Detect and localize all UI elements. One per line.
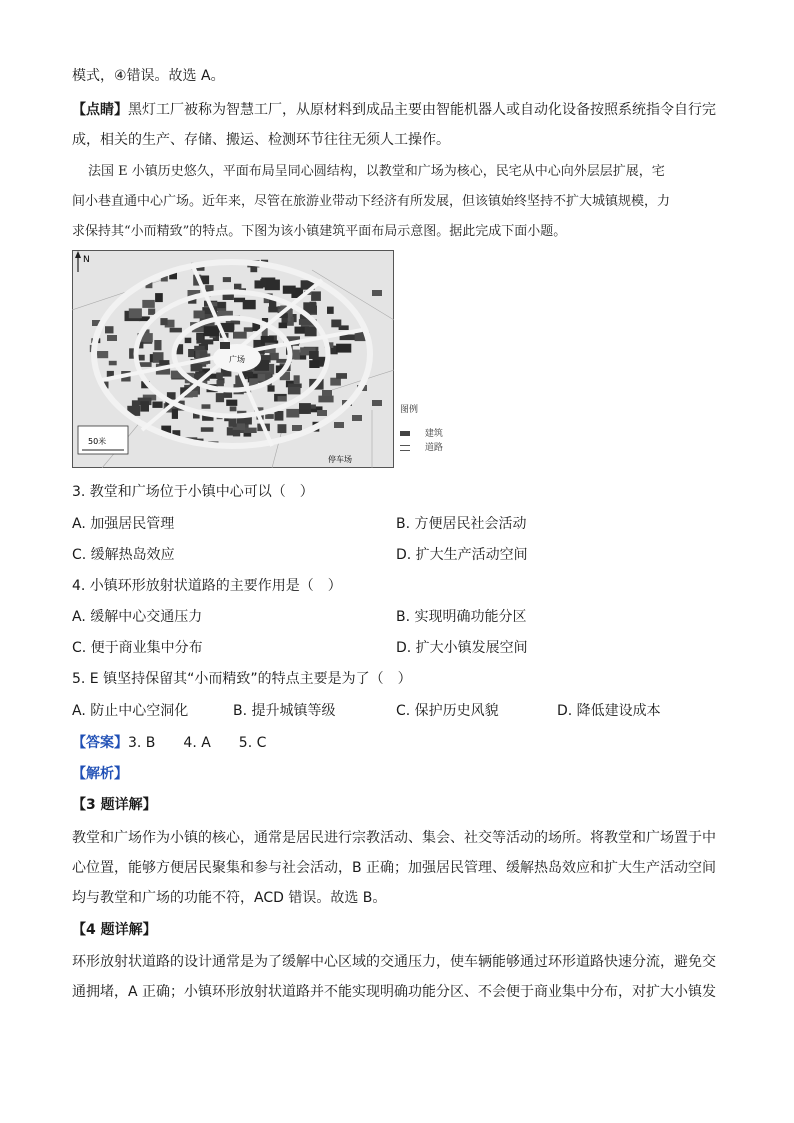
legend-road-label: 道路 bbox=[424, 443, 443, 453]
map-building bbox=[226, 400, 237, 406]
map-building bbox=[265, 414, 274, 419]
q3-detail-tag: 【3 题详解】 bbox=[72, 797, 157, 813]
map-building bbox=[105, 326, 114, 333]
map-parking-label: 停车场 bbox=[328, 455, 352, 464]
material-line-3: 求保持其“小而精致”的特点。下图为该小镇建筑平面布局示意图。据此完成下面小题。 bbox=[72, 224, 567, 239]
map-building bbox=[170, 328, 182, 333]
dianjing-line-1 bbox=[72, 100, 716, 120]
dianjing-text: 黑灯工厂被称为智慧工厂，从原材料到成品主要由智能机器人或自动化设备按照系统指令自行完 bbox=[128, 102, 716, 118]
map-building bbox=[372, 400, 382, 406]
map-building bbox=[107, 335, 117, 341]
map-building bbox=[159, 360, 169, 365]
map-building bbox=[95, 351, 108, 358]
q3-option-c: C. 缓解热岛效应 bbox=[72, 547, 175, 563]
map-building bbox=[288, 387, 301, 395]
map-building bbox=[260, 279, 266, 288]
map-building bbox=[148, 309, 155, 315]
q3-option-d: D. 扩大生产活动空间 bbox=[396, 547, 528, 563]
q5-option-a: A. 防止中心空洞化 bbox=[72, 703, 189, 719]
map-building bbox=[154, 340, 161, 350]
map-building bbox=[152, 402, 162, 408]
map-building bbox=[185, 338, 192, 343]
map-building bbox=[233, 430, 240, 437]
question-3-stem: 3. 教堂和广场位于小镇中心可以（ ） bbox=[72, 484, 314, 500]
map-building bbox=[317, 410, 327, 416]
map-building bbox=[160, 318, 167, 325]
legend-title: 图例 bbox=[400, 405, 419, 415]
map-building bbox=[268, 385, 275, 391]
legend-road-swatch bbox=[400, 445, 410, 451]
q3-detail-line-1: 教堂和广场作为小镇的核心，通常是居民进行宗教活动、集会、社交等活动的场所。将教堂和广场置于中 bbox=[72, 830, 716, 846]
map-building bbox=[309, 351, 319, 359]
legend-road-row bbox=[400, 442, 443, 454]
answer-value: 3. B 4. A 5. C bbox=[128, 735, 267, 751]
map-building bbox=[269, 300, 276, 310]
analysis-tag: 【解析】 bbox=[72, 766, 128, 782]
legend-building-label: 建筑 bbox=[424, 429, 443, 439]
map-building bbox=[201, 427, 214, 432]
map-building bbox=[202, 404, 211, 409]
question-5-stem: 5. E 镇坚持保留其“小而精致”的特点主要是为了（ ） bbox=[72, 671, 412, 687]
map-building bbox=[318, 396, 333, 403]
q3-option-a: A. 加强居民管理 bbox=[72, 516, 175, 532]
map-north-label: N bbox=[83, 255, 90, 265]
q4-option-b: B. 实现明确功能分区 bbox=[396, 609, 527, 625]
map-building bbox=[327, 307, 334, 314]
map-building bbox=[244, 428, 257, 433]
map-building bbox=[336, 344, 351, 353]
material-line-1: 法国 E 小镇历史悠久，平面布局呈同心圆结构，以教堂和广场为核心，民宅从中心向外层层扩展，宅 bbox=[88, 164, 665, 179]
q4-detail-tag: 【4 题详解】 bbox=[72, 922, 157, 938]
q3-option-b: B. 方便居民社会活动 bbox=[396, 516, 527, 532]
map-building bbox=[216, 373, 223, 380]
map-building bbox=[334, 422, 344, 428]
map-building bbox=[274, 411, 283, 421]
map-building bbox=[372, 290, 382, 296]
legend-building-row bbox=[400, 428, 443, 440]
map-building bbox=[191, 363, 203, 372]
map-building bbox=[331, 320, 341, 328]
map-building bbox=[142, 300, 155, 308]
map-building bbox=[244, 327, 253, 332]
map-scale-label: 50米 bbox=[88, 437, 107, 446]
map-building bbox=[294, 375, 300, 383]
map-building bbox=[223, 277, 231, 282]
map-building bbox=[336, 373, 347, 379]
map-building bbox=[204, 326, 220, 336]
map-building bbox=[155, 293, 163, 302]
answer-line bbox=[72, 733, 266, 753]
map-building bbox=[278, 424, 287, 433]
q3-detail-line-2: 心位置，能够方便居民聚集和参与社会活动，B 正确；加强居民管理、缓解热岛效应和扩大生产活动空间 bbox=[72, 860, 717, 876]
map-building bbox=[132, 400, 140, 406]
material-line-2: 间小巷直通中心广场。近年来，尽管在旅游业带动下经济有所发展，但该镇始终坚持不扩大城镇规模，力 bbox=[72, 194, 671, 209]
map-building bbox=[194, 346, 205, 351]
map-square-label: 广场 bbox=[229, 355, 245, 364]
question-4-stem: 4. 小镇环形放射状道路的主要作用是（ ） bbox=[72, 578, 342, 594]
q5-option-c: C. 保护历史风貌 bbox=[396, 703, 499, 719]
map-building bbox=[309, 360, 319, 368]
map-building bbox=[286, 409, 299, 418]
map-building bbox=[233, 332, 247, 339]
map-building bbox=[201, 339, 213, 344]
legend-building-swatch bbox=[400, 431, 410, 436]
q5-option-b: B. 提升城镇等级 bbox=[233, 703, 336, 719]
q4-option-d: D. 扩大小镇发展空间 bbox=[396, 640, 528, 656]
map-building bbox=[305, 327, 317, 336]
q4-detail-line-1: 环形放射状道路的设计通常是为了缓解中心区域的交通压力，使车辆能够通过环形道路快速分流，避免交 bbox=[72, 954, 716, 970]
map-building bbox=[196, 334, 203, 344]
map-building bbox=[352, 415, 362, 421]
map-building bbox=[129, 308, 142, 318]
map-building bbox=[299, 410, 309, 414]
dianjing-tag: 【点睛】 bbox=[72, 102, 128, 118]
map-building bbox=[139, 362, 152, 367]
map-building bbox=[292, 425, 302, 431]
q4-detail-line-2: 通拥堵，A 正确；小镇环形放射状道路并不能实现明确功能分区、不会便于商业集中分布，对扩大小镇发 bbox=[72, 984, 717, 1000]
map-building bbox=[217, 380, 224, 386]
map-building bbox=[265, 280, 280, 291]
map-church bbox=[220, 342, 230, 349]
map-building bbox=[140, 401, 149, 411]
map-building bbox=[172, 409, 178, 419]
map-building bbox=[258, 374, 265, 381]
map-building bbox=[279, 323, 288, 329]
map-building bbox=[217, 302, 225, 308]
map-building bbox=[278, 396, 287, 401]
map-building bbox=[322, 390, 332, 396]
map-building bbox=[194, 311, 205, 319]
map-building bbox=[311, 291, 321, 301]
map-building bbox=[230, 406, 237, 411]
q4-option-c: C. 便于商业集中分布 bbox=[72, 640, 203, 656]
map-building bbox=[109, 361, 117, 366]
town-layout-map bbox=[72, 250, 394, 468]
map-building bbox=[330, 378, 341, 386]
map-building bbox=[234, 298, 245, 303]
q5-option-d: D. 降低建设成本 bbox=[557, 703, 661, 719]
answer-tag: 【答案】 bbox=[72, 735, 128, 751]
dianjing-line-2: 成，相关的生产、存储、搬运、检测环节往往无须人工操作。 bbox=[72, 132, 450, 148]
q3-detail-line-3: 均与教堂和广场的功能不符，ACD 错误。故选 B。 bbox=[72, 890, 387, 906]
map-building bbox=[283, 286, 296, 294]
map-building bbox=[216, 393, 224, 402]
q4-option-a: A. 缓解中心交通压力 bbox=[72, 609, 203, 625]
text-line: 模式，④错误。故选 A。 bbox=[72, 68, 225, 84]
map-legend-box bbox=[400, 404, 443, 454]
